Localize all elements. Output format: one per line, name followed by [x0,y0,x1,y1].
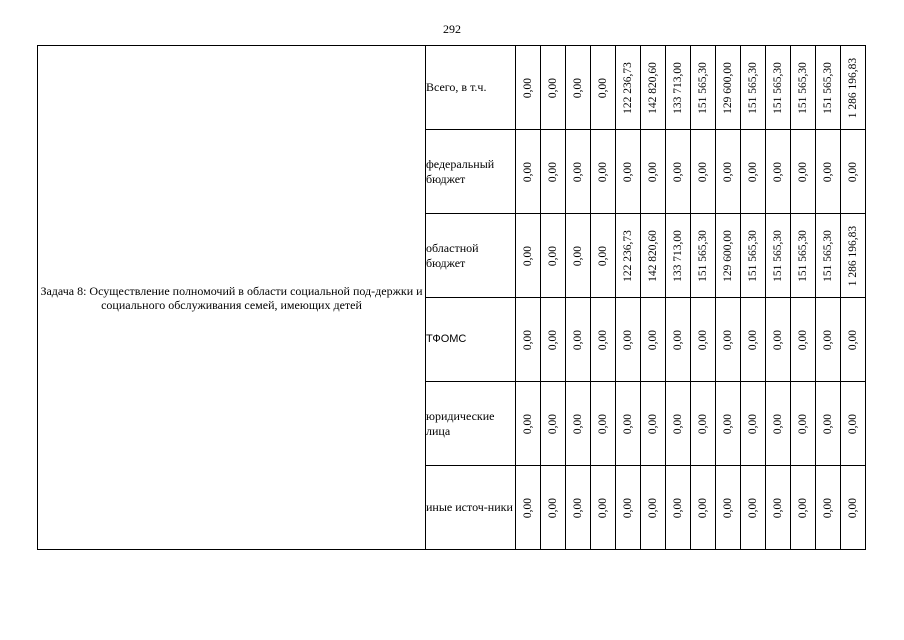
value-cell [816,466,841,550]
value-text: 0,00 [772,329,784,350]
value-text: 151 565,30 [822,229,834,282]
value-text: 0,00 [747,497,759,518]
value-text: 142 820,60 [647,61,659,114]
value-cell [516,130,541,214]
value-text: 0,00 [522,245,534,266]
value-cell [641,298,666,382]
value-text: 0,00 [697,161,709,182]
value-cell [641,466,666,550]
value-text: 0,00 [772,413,784,434]
value-cell [816,46,841,130]
value-text: 0,00 [772,161,784,182]
value-text: 0,00 [647,497,659,518]
value-cell [641,382,666,466]
funding-source-label: областной бюджет [426,214,516,298]
value-cell [541,214,566,298]
value-text: 0,00 [547,413,559,434]
value-text: 0,00 [647,161,659,182]
value-text: 0,00 [822,161,834,182]
value-text: 0,00 [672,497,684,518]
value-text: 0,00 [647,413,659,434]
value-cell [691,130,716,214]
value-cell [741,382,766,466]
value-cell [541,46,566,130]
funding-source-label: иные источ-ники [426,466,516,550]
value-cell [591,130,616,214]
value-text: 0,00 [622,413,634,434]
value-cell [591,466,616,550]
value-cell [741,298,766,382]
value-text: 1 286 196,83 [847,57,859,118]
value-text: 0,00 [572,77,584,98]
value-text: 151 565,30 [772,229,784,282]
value-cell [841,214,866,298]
funding-table [37,45,866,550]
value-text: 0,00 [672,161,684,182]
value-cell [766,466,791,550]
value-cell [716,130,741,214]
value-text: 0,00 [572,497,584,518]
value-cell [641,46,666,130]
value-cell [691,382,716,466]
value-cell [566,46,591,130]
value-cell [716,466,741,550]
value-text: 0,00 [772,497,784,518]
page-number: 292 [443,22,461,36]
value-text: 0,00 [597,413,609,434]
value-cell [666,214,691,298]
value-text: 151 565,30 [697,229,709,282]
value-cell [616,298,641,382]
value-cell [791,214,816,298]
value-cell [841,382,866,466]
value-cell [666,466,691,550]
value-cell [766,382,791,466]
value-cell [591,214,616,298]
value-text: 0,00 [747,161,759,182]
value-text: 0,00 [672,413,684,434]
value-text: 129 600,00 [722,61,734,114]
value-cell [516,466,541,550]
value-text: 0,00 [797,413,809,434]
value-cell [841,130,866,214]
value-cell [791,382,816,466]
value-text: 0,00 [597,77,609,98]
value-text: 0,00 [547,245,559,266]
task-description: Задача 8: Осуществление полномочий в области социальной под-держки и социального обслуживания семей, имеющих детей [38,46,426,550]
value-text: 0,00 [722,329,734,350]
value-cell [641,214,666,298]
value-text: 0,00 [672,329,684,350]
value-text: 0,00 [547,161,559,182]
value-cell [516,298,541,382]
value-text: 0,00 [622,329,634,350]
value-text: 0,00 [522,413,534,434]
value-cell [716,46,741,130]
value-text: 0,00 [572,245,584,266]
value-text: 0,00 [722,161,734,182]
value-cell [541,382,566,466]
value-cell [691,466,716,550]
value-text: 0,00 [797,497,809,518]
value-text: 0,00 [847,329,859,350]
value-text: 0,00 [697,329,709,350]
funding-source-label: ТФОМС [426,298,516,382]
value-text: 0,00 [797,329,809,350]
value-cell [741,130,766,214]
value-text: 151 565,30 [747,229,759,282]
value-cell [816,214,841,298]
value-text: 122 236,73 [622,61,634,114]
value-cell [716,214,741,298]
value-text: 129 600,00 [722,229,734,282]
value-cell [791,46,816,130]
funding-table-body [38,46,866,550]
value-text: 0,00 [597,497,609,518]
value-cell [691,214,716,298]
value-text: 151 565,30 [822,61,834,114]
value-text: 0,00 [847,161,859,182]
value-text: 142 820,60 [647,229,659,282]
value-text: 0,00 [822,497,834,518]
value-cell [666,130,691,214]
value-text: 151 565,30 [797,229,809,282]
value-cell [641,130,666,214]
value-text: 0,00 [522,161,534,182]
value-cell [591,298,616,382]
value-cell [566,382,591,466]
value-cell [816,382,841,466]
table-row [38,46,866,130]
value-cell [516,214,541,298]
value-text: 0,00 [547,77,559,98]
value-text: 0,00 [547,497,559,518]
value-cell [516,46,541,130]
value-cell [716,298,741,382]
value-cell [741,214,766,298]
value-text: 0,00 [622,161,634,182]
value-cell [516,382,541,466]
value-cell [666,298,691,382]
value-text: 0,00 [597,161,609,182]
value-cell [591,46,616,130]
value-text: 0,00 [747,413,759,434]
value-text: 0,00 [822,413,834,434]
value-cell [566,130,591,214]
value-text: 0,00 [547,329,559,350]
value-cell [791,130,816,214]
value-text: 0,00 [647,329,659,350]
value-cell [841,466,866,550]
value-cell [541,298,566,382]
value-text: 0,00 [572,413,584,434]
value-text: 0,00 [522,329,534,350]
value-text: 0,00 [572,329,584,350]
value-cell [741,46,766,130]
value-cell [616,466,641,550]
value-cell [841,298,866,382]
value-text: 0,00 [747,329,759,350]
value-text: 151 565,30 [772,61,784,114]
value-cell [616,46,641,130]
value-cell [566,298,591,382]
value-cell [816,130,841,214]
value-text: 0,00 [597,245,609,266]
value-text: 133 713,00 [672,229,684,282]
value-cell [666,382,691,466]
value-cell [666,46,691,130]
value-cell [791,466,816,550]
value-text: 151 565,30 [747,61,759,114]
value-cell [766,214,791,298]
value-text: 0,00 [847,413,859,434]
value-text: 0,00 [797,161,809,182]
value-cell [841,46,866,130]
funding-source-label: Всего, в т.ч. [426,46,516,130]
funding-source-label: юридические лица [426,382,516,466]
value-text: 0,00 [847,497,859,518]
value-text: 0,00 [697,413,709,434]
value-cell [816,298,841,382]
value-cell [691,298,716,382]
value-cell [616,130,641,214]
value-text: 133 713,00 [672,61,684,114]
value-cell [791,298,816,382]
value-text: 151 565,30 [797,61,809,114]
value-text: 0,00 [522,497,534,518]
value-text: 0,00 [722,497,734,518]
value-text: 122 236,73 [622,229,634,282]
value-text: 0,00 [522,77,534,98]
value-cell [566,214,591,298]
value-cell [691,46,716,130]
value-text: 0,00 [697,497,709,518]
value-cell [741,466,766,550]
value-cell [541,466,566,550]
value-text: 0,00 [722,413,734,434]
value-cell [716,382,741,466]
value-text: 0,00 [572,161,584,182]
value-text: 0,00 [622,497,634,518]
value-cell [766,46,791,130]
value-text: 1 286 196,83 [847,225,859,286]
value-cell [541,130,566,214]
value-cell [616,214,641,298]
value-cell [766,130,791,214]
value-text: 151 565,30 [697,61,709,114]
value-text: 0,00 [822,329,834,350]
value-text: 0,00 [597,329,609,350]
value-cell [616,382,641,466]
value-cell [766,298,791,382]
value-cell [591,382,616,466]
funding-source-label: федеральный бюджет [426,130,516,214]
value-cell [566,466,591,550]
